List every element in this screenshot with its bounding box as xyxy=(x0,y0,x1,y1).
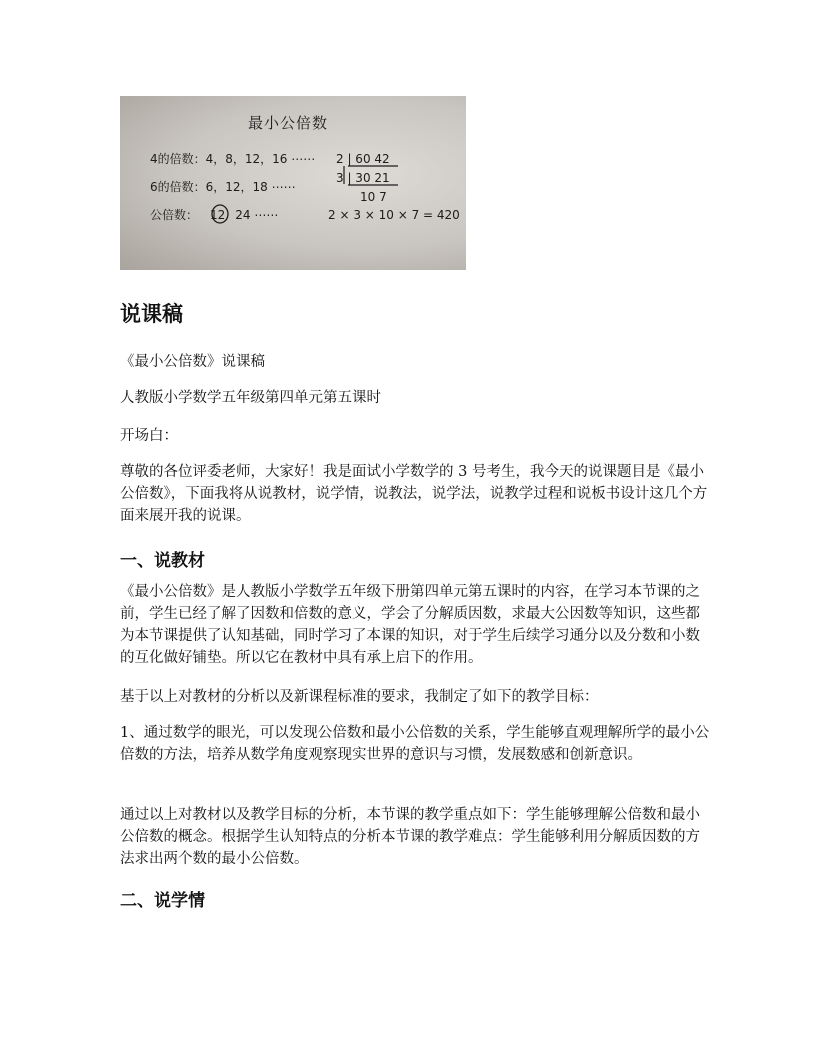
photo-line-2: 6的倍数：6，12，18 ⋯⋯ xyxy=(150,180,296,194)
photo-division-row-2: 3 | 30 21 xyxy=(336,171,390,185)
photo-line-3-rest: 24 ⋯⋯ xyxy=(235,208,279,222)
section-1-paragraph-1: 《最小公倍数》是人教版小学数学五年级下册第四单元第五课时的内容，在学习本节课的之前，学生已经了解了因数和倍数的意义，学会了分解质因数，求最大公因数等知识，这些都为本节课提供了认知基础，同时学习了本课的知识，对于学生后续学习通分以及分数和小数的互化做好铺垫。所以它在教材中具有承上启下的作用。 xyxy=(120,584,700,666)
photo-division-row-3: 10 7 xyxy=(360,190,387,204)
section-heading-1: 一、说教材 xyxy=(120,551,205,571)
photo-line-3-label: 公倍数： xyxy=(150,208,199,222)
section-heading-2: 二、说学情 xyxy=(120,891,205,911)
opening-label: 开场白： xyxy=(120,428,178,444)
doc-subtitle: 《最小公倍数》说课稿 xyxy=(120,354,265,370)
photo-division-row-1: 2 | 60 42 xyxy=(336,152,390,166)
photo-line-1: 4的倍数：4，8，12，16 ⋯⋯ xyxy=(150,152,316,166)
photo-line-3-circled: 12 xyxy=(210,208,226,222)
opening-paragraph: 尊敬的各位评委老师，大家好！我是面试小学数学的 3 号考生，我今天的说课题目是《最小公倍数》，下面我将从说教材，说学情，说教法，说学法，说教学过程和说板书设计这几个方面来展开我的说课。 xyxy=(120,464,708,524)
section-1-paragraph-3: 1、通过数学的眼光，可以发现公倍数和最小公倍数的关系，学生能够直观理解所学的最小公倍数的方法，培养从数学角度观察现实世界的意识与习惯，发展数感和创新意识。 xyxy=(120,725,710,763)
section-1-paragraph-2: 基于以上对教材的分析以及新课程标准的要求，我制定了如下的教学目标： xyxy=(120,689,599,705)
document-page xyxy=(120,96,710,911)
doc-edition: 人教版小学数学五年级第四单元第五课时 xyxy=(120,390,381,406)
section-1-paragraph-4: 通过以上对教材以及教学目标的分析，本节课的教学重点如下：学生能够理解公倍数和最小公倍数的概念。根据学生认知特点的分析本节课的教学难点：学生能够利用分解质因数的方法求出两个数的最小公倍数。 xyxy=(120,807,700,867)
page-title: 说课稿 xyxy=(120,302,183,326)
photo-title: 最小公倍数 xyxy=(248,114,329,132)
photo-line-3 xyxy=(150,206,278,223)
whiteboard-photo xyxy=(120,96,466,270)
photo-result: 2 × 3 × 10 × 7 = 420 xyxy=(328,208,460,222)
